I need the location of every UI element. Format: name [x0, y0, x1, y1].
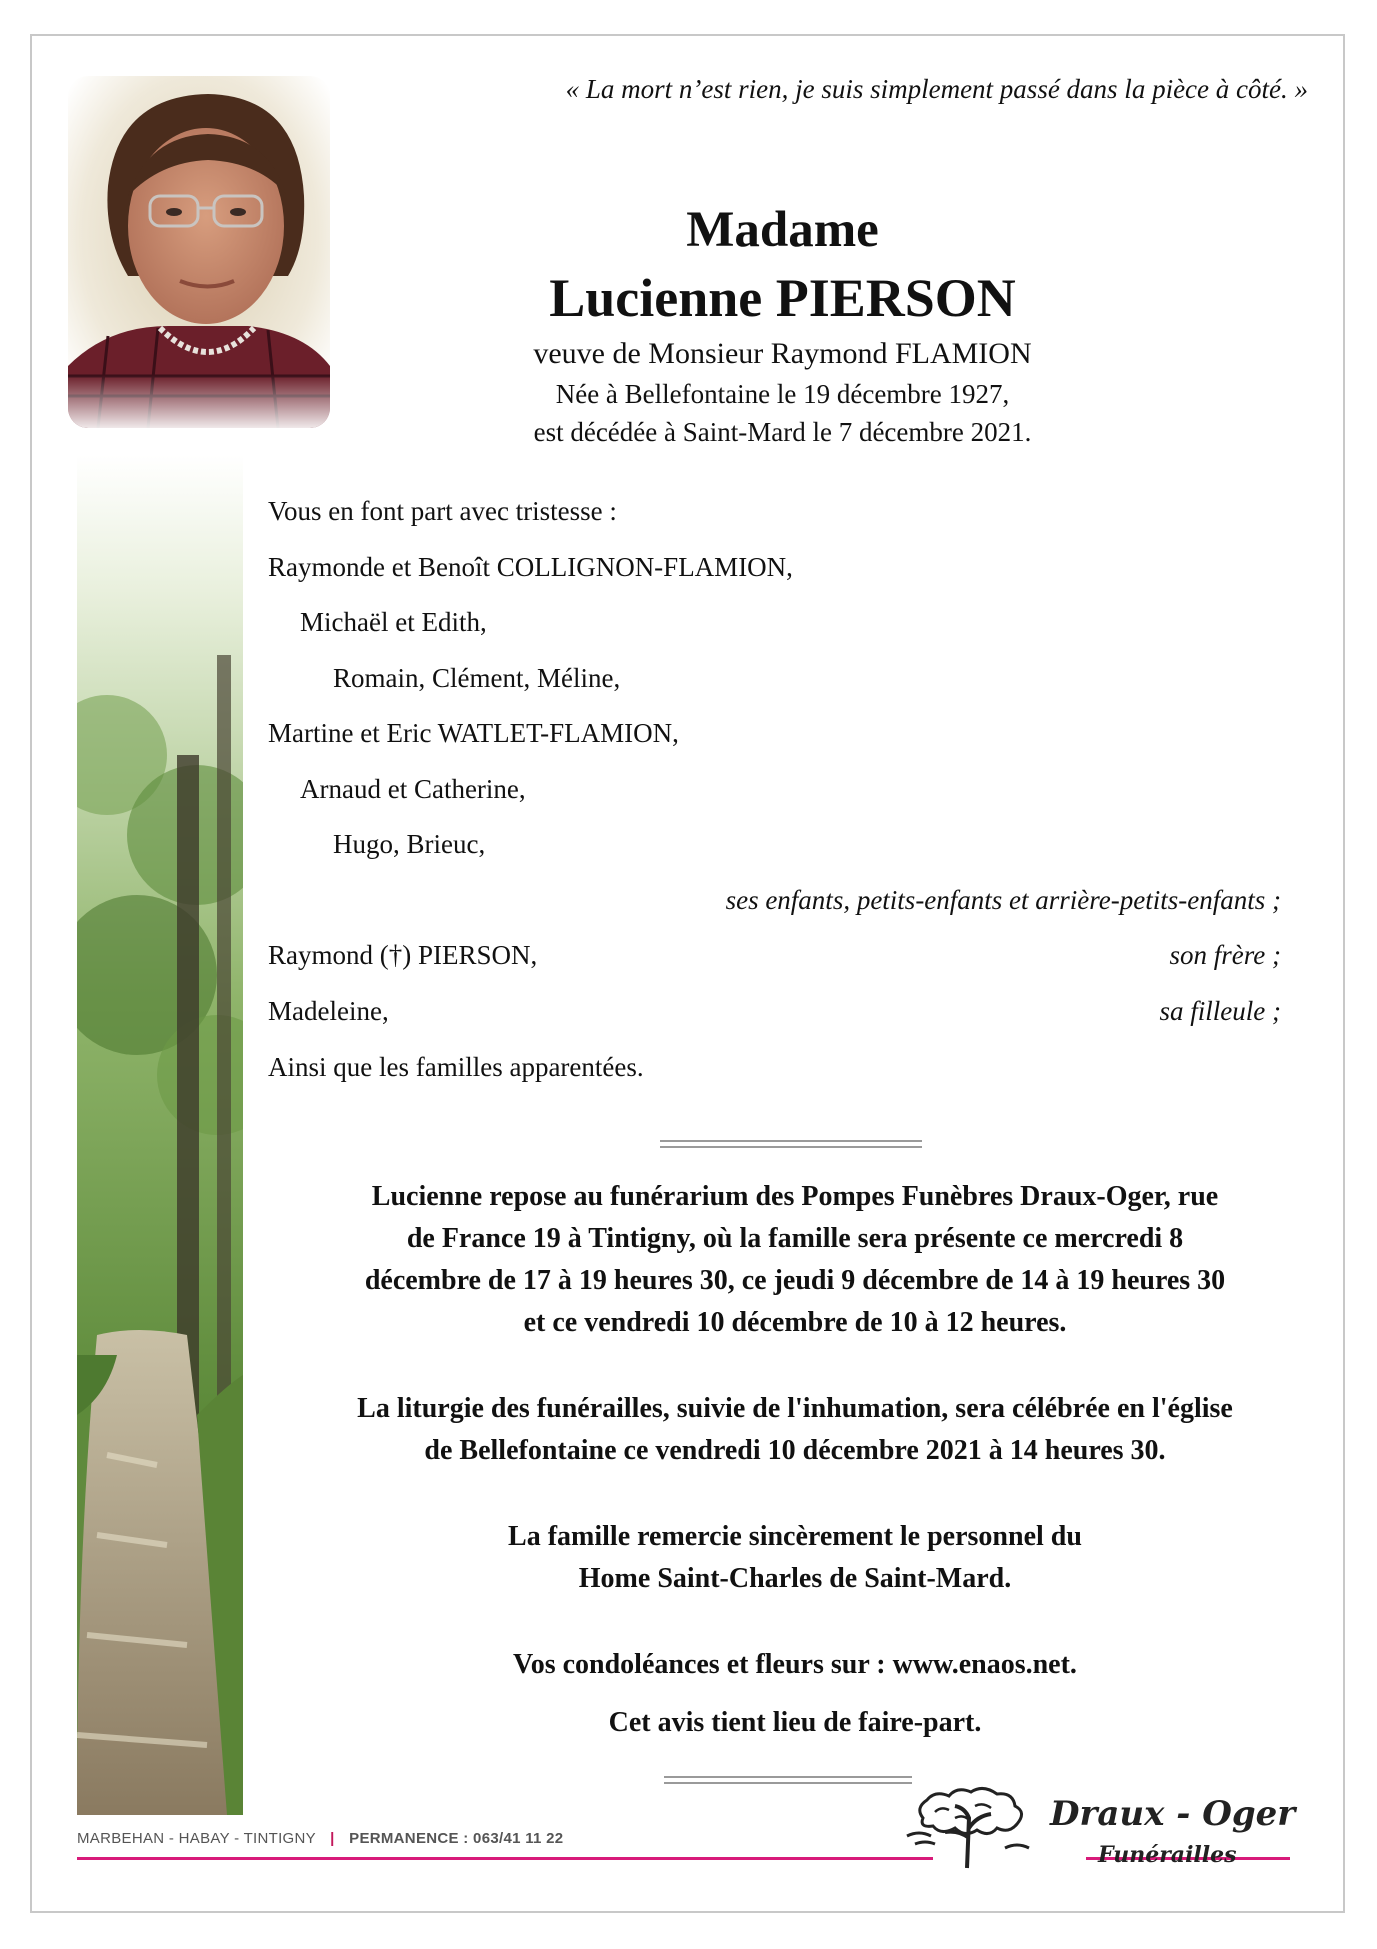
liturgy-line: de Bellefontaine ce vendredi 10 décembre 2021 à 14 heures 30.: [424, 1435, 1166, 1466]
brand-subtitle: Funérailles: [1098, 1842, 1237, 1868]
liturgy-line: La liturgie des funérailles, suivie de l'inhumation, sera célébrée en l'église: [357, 1393, 1233, 1424]
visitation-line: de France 19 à Tintigny, où la famille sera présente ce mercredi 8: [406, 1223, 1184, 1254]
brother-name: Raymond (†) PIERSON,: [268, 940, 538, 970]
divider-top: [660, 1140, 922, 1148]
goddaughter-label: sa filleule ;: [1159, 996, 1281, 1026]
liturgy-paragraph: [270, 1388, 1320, 1472]
goddaughter-name: Madeleine,: [268, 996, 389, 1026]
death-info: est décédée à Saint-Mard le 7 décembre 2021.: [533, 417, 1032, 447]
divider-bottom: [664, 1776, 912, 1784]
family-line: Hugo, Brieuc,: [333, 829, 486, 859]
footer-separator: |: [330, 1830, 335, 1847]
footer-permanence: PERMANENCE : 063/41 11 22: [349, 1830, 564, 1847]
visitation-line: Lucienne repose au funérarium des Pompes Funèbres Draux-Oger, rue: [371, 1181, 1219, 1212]
children-label: ses enfants, petits-enfants et arrière-petits-enfants ;: [725, 885, 1281, 915]
portrait-photo: [68, 76, 330, 428]
footer-locations: MARBEHAN - HABAY - TINTIGNY: [77, 1830, 316, 1847]
brand-name: Draux - Oger: [1050, 1794, 1296, 1834]
thanks-paragraph: [270, 1516, 1320, 1600]
family-line: Michaël et Edith,: [300, 607, 487, 637]
footer-line-left: [77, 1857, 933, 1860]
family-line: Martine et Eric WATLET-FLAMION,: [268, 718, 679, 748]
thanks-line: La famille remercie sincèrement le personnel du: [508, 1521, 1082, 1552]
notice-line: Cet avis tient lieu de faire-part.: [608, 1707, 982, 1738]
forest-path-image: [77, 455, 243, 1815]
tree-logo-icon: [905, 1778, 1035, 1878]
brother-label: son frère ;: [1169, 940, 1281, 970]
visitation-paragraph: [270, 1176, 1320, 1344]
footer-contact: [77, 1830, 563, 1847]
title-madame: Madame: [686, 202, 879, 258]
deceased-name: Lucienne PIERSON: [549, 268, 1016, 328]
thanks-line: Home Saint-Charles de Saint-Mard.: [578, 1563, 1012, 1594]
family-intro: Vous en font part avec tristesse :: [268, 496, 617, 526]
condolences-line: Vos condoléances et fleurs sur : www.enaos.net.: [513, 1649, 1077, 1680]
birth-info: Née à Bellefontaine le 19 décembre 1927,: [555, 379, 1010, 409]
family-line: Arnaud et Catherine,: [300, 774, 526, 804]
visitation-line: décembre de 17 à 19 heures 30, ce jeudi 9 décembre de 14 à 19 heures 30: [364, 1265, 1226, 1296]
visitation-line: et ce vendredi 10 décembre de 10 à 12 heures.: [523, 1307, 1067, 1338]
family-line: Romain, Clément, Méline,: [333, 663, 621, 693]
family-line: Raymonde et Benoît COLLIGNON-FLAMION,: [268, 552, 793, 582]
relatives-line: Ainsi que les familles apparentées.: [268, 1052, 644, 1082]
widow-of: veuve de Monsieur Raymond FLAMION: [533, 337, 1032, 370]
epigraph-quote: « La mort n’est rien, je suis simplement passé dans la pièce à côté. »: [565, 74, 1308, 104]
